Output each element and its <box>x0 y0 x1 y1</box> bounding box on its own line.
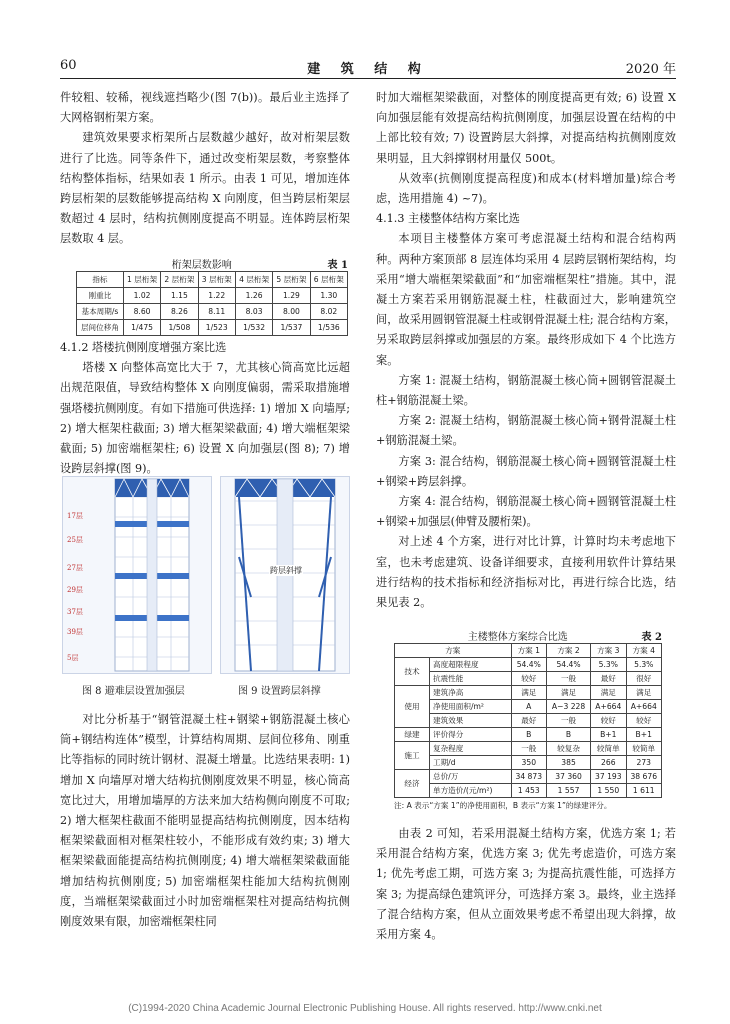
table-row <box>395 658 662 672</box>
table-group-cell: 技术 <box>395 658 430 686</box>
table-cell: 抗震性能 <box>430 672 512 686</box>
table-1-grid <box>76 271 348 336</box>
table-cell: 总价/万 <box>430 770 512 784</box>
table-cell: 层间位移角 <box>77 320 124 336</box>
fig9-bracing-label: 跨层斜撑 <box>270 566 302 575</box>
table-cell: B <box>511 728 546 742</box>
table-cell: A+664 <box>626 700 661 714</box>
table-cell: 1/523 <box>198 320 235 336</box>
table-cell: 37 360 <box>547 770 591 784</box>
table-1-title: 桁架层数影响 <box>171 260 232 271</box>
table-cell: 5.3% <box>591 658 626 672</box>
table-header-cell: 3 层桁架 <box>198 272 235 288</box>
figure-9-caption: 图 9 设置跨层斜撑 <box>238 686 321 697</box>
table-row <box>77 320 348 336</box>
table-header-cell: 5 层桁架 <box>273 272 310 288</box>
page-number: 60 <box>60 58 77 73</box>
table-header-cell: 2 层桁架 <box>161 272 198 288</box>
table-cell: 单方造价/(元/m²) <box>430 784 512 798</box>
figure-8-caption: 图 8 避难层设置加强层 <box>82 686 185 697</box>
table-cell: 一般 <box>547 672 591 686</box>
table-cell: 38 676 <box>626 770 661 784</box>
table-cell: 满足 <box>511 686 546 700</box>
fig8-label: 25层 <box>67 536 83 544</box>
table-row <box>395 672 662 686</box>
table-header-cell: 指标 <box>77 272 124 288</box>
table-cell: 刚重比 <box>77 288 124 304</box>
table-cell: 1 453 <box>511 784 546 798</box>
table-cell: 8.60 <box>123 304 160 320</box>
table-cell: 最好 <box>591 672 626 686</box>
section-heading-413: 4.1.3 主楼整体结构方案比选 <box>376 212 520 226</box>
table-cell: 满足 <box>626 686 661 700</box>
table-row <box>395 742 662 756</box>
table-2 <box>394 626 662 811</box>
left-paragraph-3: 塔楼 X 向整体高宽比大于 7，尤其核心筒高宽比远超出规范限值，导致结构整体 X 向刚度偏弱，需采取措施增强塔楼抗侧刚度。有如下措施可供选择: 1) 增加 X 向墙厚; 2) 增大框架柱截面; 3) 增大框架梁截面; 4) 增大端框架梁截面; 5) 加密端框架柱; 6) 设置 X 向加强层(图 8); 7) 增设跨层斜撑(图 9)。 <box>60 361 350 476</box>
left-paragraph-2: 建筑效果要求桁架所占层数越少越好，故对桁架层数进行了比选。同等条件下，通过改变桁架层数，考察整体结构整体指标，结果如表 1 所示。由表 1 可见，增加连体跨层桁架的层数能够提高结构 X 向刚度，但当跨层桁架层数超过 4 层时，结构抗侧刚度提高不明显。连体跨层桁架层数取 4 层。 <box>60 131 350 246</box>
scheme-2: 方案 2: 混凝土结构，钢筋混凝土核心筒+钢骨混凝土柱+钢筋混凝土梁。 <box>376 414 676 448</box>
table-header-cell: 方案 <box>395 644 512 658</box>
figure-9 <box>220 476 350 674</box>
scheme-1: 方案 1: 混凝土结构，钢筋混凝土核心筒+圆钢管混凝土柱+钢筋混凝土梁。 <box>376 373 676 408</box>
table-cell: 1 611 <box>626 784 661 798</box>
table-2-grid <box>394 643 662 798</box>
table-cell: 385 <box>547 756 591 770</box>
table-cell: 1/475 <box>123 320 160 336</box>
table-group-cell: 绿建 <box>395 728 430 742</box>
left-paragraph-4: 对比分析基于“钢管混凝土柱+钢梁+钢筋混凝土核心筒+钢结构连体”模型，计算结构周期、层间位移角、刚重比等指标的同时统计钢材、混凝土增量。比选结果表明: 1) 增加 X 向墙厚对增大结构抗侧刚度效果不明显，核心筒高宽比过大，用增加墙厚的方法来加大结构侧向刚度不可取; 2) 增大框架柱截面不能明显提高结构抗侧刚度，因本结构框架梁截面相对框架柱较小，不能形成有效约束; 3) 增大框架梁截面能提高结构抗侧刚度; 4) 增大端框架梁截面能增加结构抗侧刚度; 5) 加密端框架柱能加大结构抗侧刚度，当端框架梁截面过小时加密端框架柱对提高结构抗侧刚度效果有限，加密端框架柱同 <box>60 713 350 929</box>
table-cell: 较好 <box>591 714 626 728</box>
table-cell: 满足 <box>547 686 591 700</box>
table-row <box>395 784 662 798</box>
fig8-label: 29层 <box>67 586 83 594</box>
table-cell: 一般 <box>547 714 591 728</box>
table-cell: 8.02 <box>310 304 347 320</box>
scheme-4: 方案 4: 混合结构，钢筋混凝土核心筒+圆钢管混凝土柱+钢梁+加强层(伸臂及腰桁架)。 <box>376 495 676 529</box>
table-cell: 1/532 <box>235 320 272 336</box>
table-cell: 复杂程度 <box>430 742 512 756</box>
table-cell: 1.30 <box>310 288 347 304</box>
fig8-label: 37层 <box>67 608 83 616</box>
table-cell: 最好 <box>511 714 546 728</box>
table-cell: 较好 <box>626 714 661 728</box>
right-paragraph-1: 时加大端框架梁截面，对整体的刚度提高更有效; 6) 设置 X 向加强层能有效提高结构抗侧刚度，加强层设置在结构的中上部比较有效; 7) 设置跨层大斜撑，对提高结构抗侧刚度效果明显，且大斜撑钢材用量仅 500t。 <box>376 91 676 165</box>
table-header-cell: 方案 1 <box>511 644 546 658</box>
fig8-label: 5层 <box>67 654 79 662</box>
table-1-label: 表 1 <box>327 260 348 271</box>
fig8-label: 39层 <box>67 628 83 636</box>
table-cell: 1 550 <box>591 784 626 798</box>
table-row <box>395 714 662 728</box>
table-2-label: 表 2 <box>641 632 662 643</box>
table-group-cell: 使用 <box>395 686 430 728</box>
figure-8-elevation <box>63 477 211 673</box>
table-cell: 34 873 <box>511 770 546 784</box>
right-column-top <box>376 88 676 613</box>
table-row <box>395 756 662 770</box>
table-cell: 273 <box>626 756 661 770</box>
table-cell: B+1 <box>626 728 661 742</box>
table-cell: 54.4% <box>547 658 591 672</box>
journal-title: 建 筑 结 构 <box>307 62 429 77</box>
table-header-cell: 4 层桁架 <box>235 272 272 288</box>
table-cell: B+1 <box>591 728 626 742</box>
left-column-bottom <box>60 710 350 932</box>
table-cell: 266 <box>591 756 626 770</box>
table-cell: 工期/d <box>430 756 512 770</box>
table-cell: 1.15 <box>161 288 198 304</box>
table-cell: 一般 <box>511 742 546 756</box>
table-cell: 1.02 <box>123 288 160 304</box>
left-column-mid <box>60 338 350 479</box>
table-header-cell: 6 层桁架 <box>310 272 347 288</box>
journal-year: 2020 年 <box>625 62 676 77</box>
table-cell: B <box>547 728 591 742</box>
table-header-cell: 方案 3 <box>591 644 626 658</box>
table-1 <box>76 254 348 336</box>
table-header-cell: 方案 4 <box>626 644 661 658</box>
table-2-note: 注: A 表示“方案 1”的净使用面积，B 表示“方案 1”的绿建评分。 <box>394 801 612 810</box>
table-cell: 37 193 <box>591 770 626 784</box>
table-row <box>77 288 348 304</box>
table-cell: A <box>511 700 546 714</box>
table-row <box>77 304 348 320</box>
table-row <box>395 770 662 784</box>
table-cell: 基本周期/s <box>77 304 124 320</box>
table-cell: 1.22 <box>198 288 235 304</box>
table-cell: 8.00 <box>273 304 310 320</box>
table-2-caption <box>394 628 662 643</box>
table-1-caption <box>76 256 348 271</box>
table-cell: 1.26 <box>235 288 272 304</box>
left-paragraph-1: 件较粗、较稀，视线遮挡略少(图 7(b))。最后业主选择了大网格钢桁架方案。 <box>60 91 350 125</box>
header-rule <box>60 78 676 79</box>
table-header-row <box>77 272 348 288</box>
table-cell: 1/537 <box>273 320 310 336</box>
table-2-title: 主楼整体方案综合比选 <box>467 632 568 643</box>
table-header-cell: 方案 2 <box>547 644 591 658</box>
fig8-label: 17层 <box>67 512 83 520</box>
right-paragraph-5: 由表 2 可知，若采用混凝土结构方案，优选方案 1; 若采用混合结构方案，优选方案 3; 优先考虑造价，可选方案 1; 优先考虑工期，可选方案 3; 为提高抗震性能，可选择方案 3; 为提高绿色建筑评分，可选择方案 3。最终，业主选择了混合结构方案，但从立面效果考虑不希望出现大斜撑，故采用方案 4。 <box>376 827 676 942</box>
fig8-label: 27层 <box>67 564 83 572</box>
table-row <box>395 728 662 742</box>
table-group-cell: 施工 <box>395 742 430 770</box>
table-cell: 1/508 <box>161 320 198 336</box>
table-cell: 1 557 <box>547 784 591 798</box>
table-row <box>395 686 662 700</box>
table-group-cell: 经济 <box>395 770 430 798</box>
copyright-footer: (C)1994-2020 China Academic Journal Electronic Publishing House. All rights reserved. http://www.cnki.net <box>128 1003 602 1014</box>
scheme-3: 方案 3: 混合结构，钢筋混凝土核心筒+圆钢管混凝土柱+钢梁+跨层斜撑。 <box>376 454 676 488</box>
table-cell: 满足 <box>591 686 626 700</box>
table-cell: 建筑效果 <box>430 714 512 728</box>
table-cell: 1/536 <box>310 320 347 336</box>
table-cell: 较好 <box>511 672 546 686</box>
table-cell: 54.4% <box>511 658 546 672</box>
right-paragraph-4: 对上述 4 个方案，进行对比计算，计算时均未考虑地下室，也未考虑建筑、设备详细要求，直接利用软件计算结果进行结构的技术指标和经济指标对比，再进行综合比选，结果见表 2。 <box>376 535 676 610</box>
table-row <box>395 700 662 714</box>
page-header <box>60 58 676 78</box>
table-cell: 很好 <box>626 672 661 686</box>
table-cell: 8.26 <box>161 304 198 320</box>
table-cell: A+664 <box>591 700 626 714</box>
table-cell: 5.3% <box>626 658 661 672</box>
table-cell: 8.11 <box>198 304 235 320</box>
table-cell: A−3 228 <box>547 700 591 714</box>
figure-8 <box>62 476 212 674</box>
table-header-cell: 1 层桁架 <box>123 272 160 288</box>
table-cell: 较简单 <box>626 742 661 756</box>
table-cell: 1.29 <box>273 288 310 304</box>
left-column-top <box>60 88 350 250</box>
right-paragraph-3: 本项目主楼整体方案可考虑混凝土结构和混合结构两种。两种方案顶部 8 层连体均采用 4 层跨层钢桁架结构，均采用“增大端框架梁截面”和“加密端框架柱”措施。其中，混凝土方案若采用钢筋混凝土柱，柱截面过大，影响建筑空间，故采用圆钢管混凝土柱或钢骨混凝土柱; 混合结构方案，另采取跨层斜撑或加强层的方案。最终形成如下 4 个比选方案。 <box>376 232 676 367</box>
section-heading-412: 4.1.2 塔楼抗侧刚度增强方案比选 <box>60 341 227 354</box>
table-cell: 较复杂 <box>547 742 591 756</box>
table-header-row <box>395 644 662 658</box>
right-column-bottom <box>376 824 676 945</box>
right-paragraph-2: 从效率(抗侧刚度提高程度)和成本(材料增加量)综合考虑，选用措施 4) ~7)。 <box>376 171 676 206</box>
table-cell: 350 <box>511 756 546 770</box>
table-cell: 建筑净高 <box>430 686 512 700</box>
table-cell: 8.03 <box>235 304 272 320</box>
table-cell: 净使用面积/m² <box>430 700 512 714</box>
table-cell: 较简单 <box>591 742 626 756</box>
table-cell: 高度超限程度 <box>430 658 512 672</box>
table-cell: 评价得分 <box>430 728 512 742</box>
